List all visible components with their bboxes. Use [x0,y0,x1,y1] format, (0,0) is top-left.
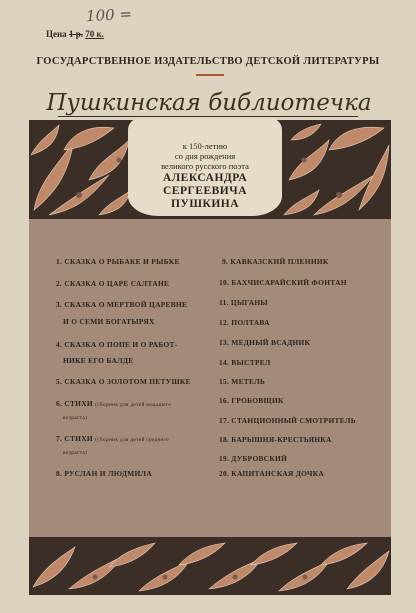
handwritten-price: 100 = [85,4,133,26]
leaf-pattern-bottom [29,537,391,595]
cartouche-line-1: к 150-летию [182,141,228,151]
cartouche-line-2: со дня рождения [174,151,236,161]
book-item: 4. СКАЗКА О ПОПЕ И О РАБОТ- [56,340,178,349]
price-new: 70 к. [85,29,104,39]
book-item-note: возраста) [63,450,88,456]
book-item-note: возраста) [63,415,88,421]
book-item-continued: И О СЕМИ БОГАТЫРЯХ [63,317,155,326]
book-item: 11. ЦЫГАНЫ [219,298,268,307]
series-title-underline [58,116,358,117]
book-item: 16. ГРОБОВЩИК [219,396,284,405]
decorative-rule [196,74,224,76]
book-item: 3. СКАЗКА О МЕРТВОЙ ЦАРЕВНЕ [56,300,188,309]
book-item: 15. МЕТЕЛЬ [219,377,266,386]
book-list-panel [29,219,391,537]
price-old: 1 р. [68,29,83,39]
series-title: Пушкинская библиотечка [46,90,372,116]
book-item: 1. СКАЗКА О РЫБАКЕ И РЫБКЕ [56,257,180,266]
poet-name-line-2: ПУШКИНА [170,198,240,210]
book-item: 2. СКАЗКА О ЦАРЕ САЛТАНЕ [56,279,170,288]
leaf-ornament-bottom [29,537,391,595]
book-item: 7. СТИХИ (сборник для детей среднего [56,434,169,443]
book-item: 5. СКАЗКА О ЗОЛОТОМ ПЕТУШКЕ [56,377,191,386]
book-item: 20. КАПИТАНСКАЯ ДОЧКА [219,469,325,478]
cartouche-line-3: великого русского поэта [161,161,249,171]
book-item: 14. ВЫСТРЕЛ [219,358,271,367]
book-item: 6. СТИХИ (сборник для детей младшего [56,399,172,408]
book-item: 19. ДУБРОВСКИЙ [219,454,288,463]
book-item: 18. БАРЫШНЯ-КРЕСТЬЯНКА [219,435,332,444]
price-line [46,29,104,39]
book-item: 10. БАХЧИСАРАЙСКИЙ ФОНТАН [219,278,347,287]
poet-name-line-1: АЛЕКСАНДРА СЕРГЕЕВИЧА [162,172,248,197]
book-item: 17. СТАНЦИОННЫЙ СМОТРИТЕЛЬ [219,416,356,425]
book-item: 13. МЕДНЫЙ ВСАДНИК [219,338,311,347]
book-item: 12. ПОЛТАВА [219,318,270,327]
book-item-continued: НИКЕ ЕГО БАЛДЕ [63,356,134,365]
publisher-name: ГОСУДАРСТВЕННОЕ ИЗДАТЕЛЬСТВО ДЕТСКОЙ ЛИТЕРАТУРЫ [36,56,380,67]
book-item: 9. КАВКАЗСКИЙ ПЛЕННИК [222,257,329,266]
anniversary-cartouche [128,118,282,216]
book-item: 8. РУСЛАН И ЛЮДМИЛА [56,469,152,478]
price-label: Цена [46,29,67,39]
